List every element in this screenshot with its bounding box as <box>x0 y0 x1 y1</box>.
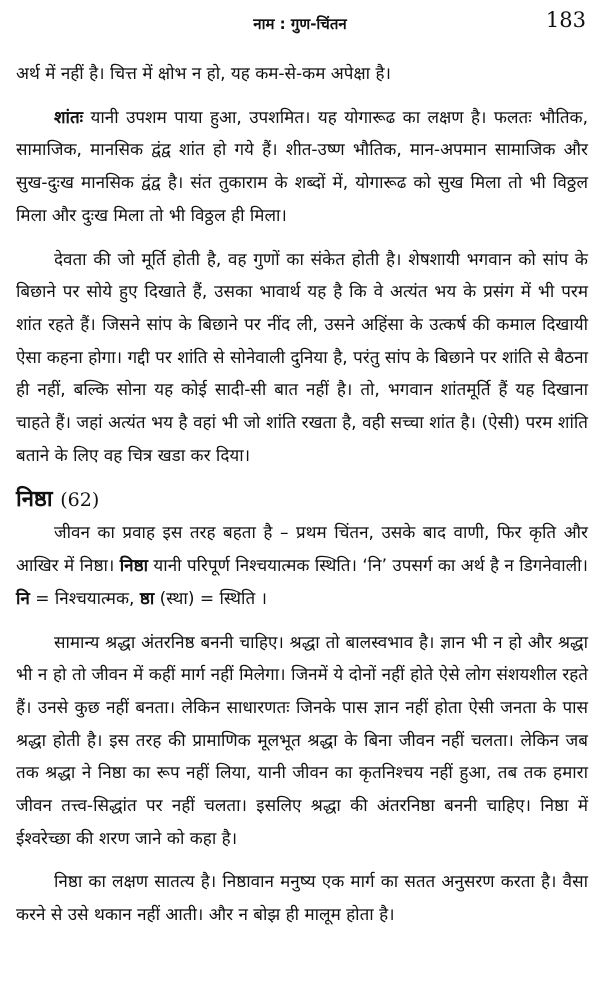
paragraph-satatya: निष्ठा का लक्षण सातत्य है। निष्ठावान मनुष्य एक मार्ग का सतत अनुसरण करता है। वैसा करने से उसे थकान नहीं आती। और न बोझ ही मालूम होता है। <box>16 872 588 926</box>
paragraph-shant-text: यानी उपशम पाया हुआ, उपशमित। यह योगारूढ का लक्षण है। फलतः भौतिक, सामाजिक, मानसिक द्वंद्व शांत हो गये हैं। शीत-उष्ण भौतिक, मान-अपमान सामाजिक और सुख-दुःख मानसिक द्वंद्व है। संत तुकाराम के शब्दों में, योगारूढ को सुख मिला तो भी विठ्ठल मिला और दुःख मिला तो भी विठ्ठल ही मिला। <box>16 107 588 226</box>
paragraph-shant <box>16 102 588 233</box>
paragraph-deity: देवता की जो मूर्ति होती है, वह गुणों का संकेत होती है। शेषशायी भगवान को सांप के बिछाने पर सोये हुए दिखाते हैं, उसका भावार्थ यह है कि वे अत्यंत भय के प्रसंग में भी परम शांत रहते हैं। जिसने सांप के बिछाने पर नींद ली, उसने अहिंसा के उत्कर्ष की कमाल दिखायी ऐसा कहना होगा। गद्दी पर शांति से सोनेवाली दुनिया है, परंतु सांप के बिछाने पर शांति से बैठना ही नहीं, बल्कि सोना यह कोई सादी-सी बात नहीं है। तो, भगवान शांतमूर्ति हैं यह दिखाना चाहते हैं। जहां अत्यंत भय है वहां भी जो शांति रखता है, वही सच्चा शांत है। (ऐसी) परम शांति बताने के लिए वह चित्र खडा कर दिया। <box>16 249 588 466</box>
term-ni: नि <box>16 588 30 609</box>
paragraph-shraddha: सामान्य श्रद्धा अंतरनिष्ठ बननी चाहिए। श्रद्धा तो बालस्वभाव है। ज्ञान भी न हो और श्रद्धा भी न हो तो जीवन में कहीं मार्ग नहीं मिलेगा। जिनमें ये दोनों नहीं होते ऐसे लोग संशयशील रहते हैं। उनसे कुछ नहीं बनता। लेकिन साधारणतः जिनके पास ज्ञान नहीं होता ऐसी जनता के पास श्रद्धा होती है। इस तरह की प्रामाणिक मूलभूत श्रद्धा के बिना जीवन नहीं चलता। लेकिन जब तक श्रद्धा ने निष्ठा का रूप नहीं लिया, यानी जीवन का कृतनिश्चय नहीं हुआ, तब तक हमारा जीवन तत्त्व-सिद्धांत पर नहीं चलता। इसलिए श्रद्धा की अंतरनिष्ठा बननी चाहिए। निष्ठा में ईश्वरेच्छा की शरण जाने को कहा है। <box>16 632 588 849</box>
paragraph-nishtha-def <box>16 517 588 615</box>
term-nishtha: निष्ठा <box>119 556 149 577</box>
page-body <box>16 58 588 943</box>
page-header <box>0 8 600 38</box>
paragraph-continuation: अर्थ में नहीं है। चित्त में क्षोभ न हो, यह कम-से-कम अपेक्षा है। <box>16 64 391 84</box>
text-run: जीवन का प्रवाह इस तरह बहता है – प्रथम चिंतन, उसके बाद वाणी, फिर कृति और आखिर में निष्ठा। <box>16 523 588 577</box>
running-head: नाम : गुण-चिंतन <box>253 15 347 33</box>
text-run: = निश्चयात्मक, <box>29 588 140 609</box>
term-shtha: ष्ठा <box>139 588 155 609</box>
text-run: (स्था) = स्थिति । <box>154 588 267 609</box>
section-title: निष्ठा <box>16 487 53 513</box>
term-shant: शांतः <box>54 107 84 128</box>
section-heading <box>16 483 588 517</box>
text-run: यानी परिपूर्ण निश्चयात्मक स्थिति। ‘नि’ उपसर्ग का अर्थ है न डिगनेवाली। <box>148 556 588 577</box>
page-number: 183 <box>545 8 586 32</box>
section-number: (62) <box>60 489 100 512</box>
